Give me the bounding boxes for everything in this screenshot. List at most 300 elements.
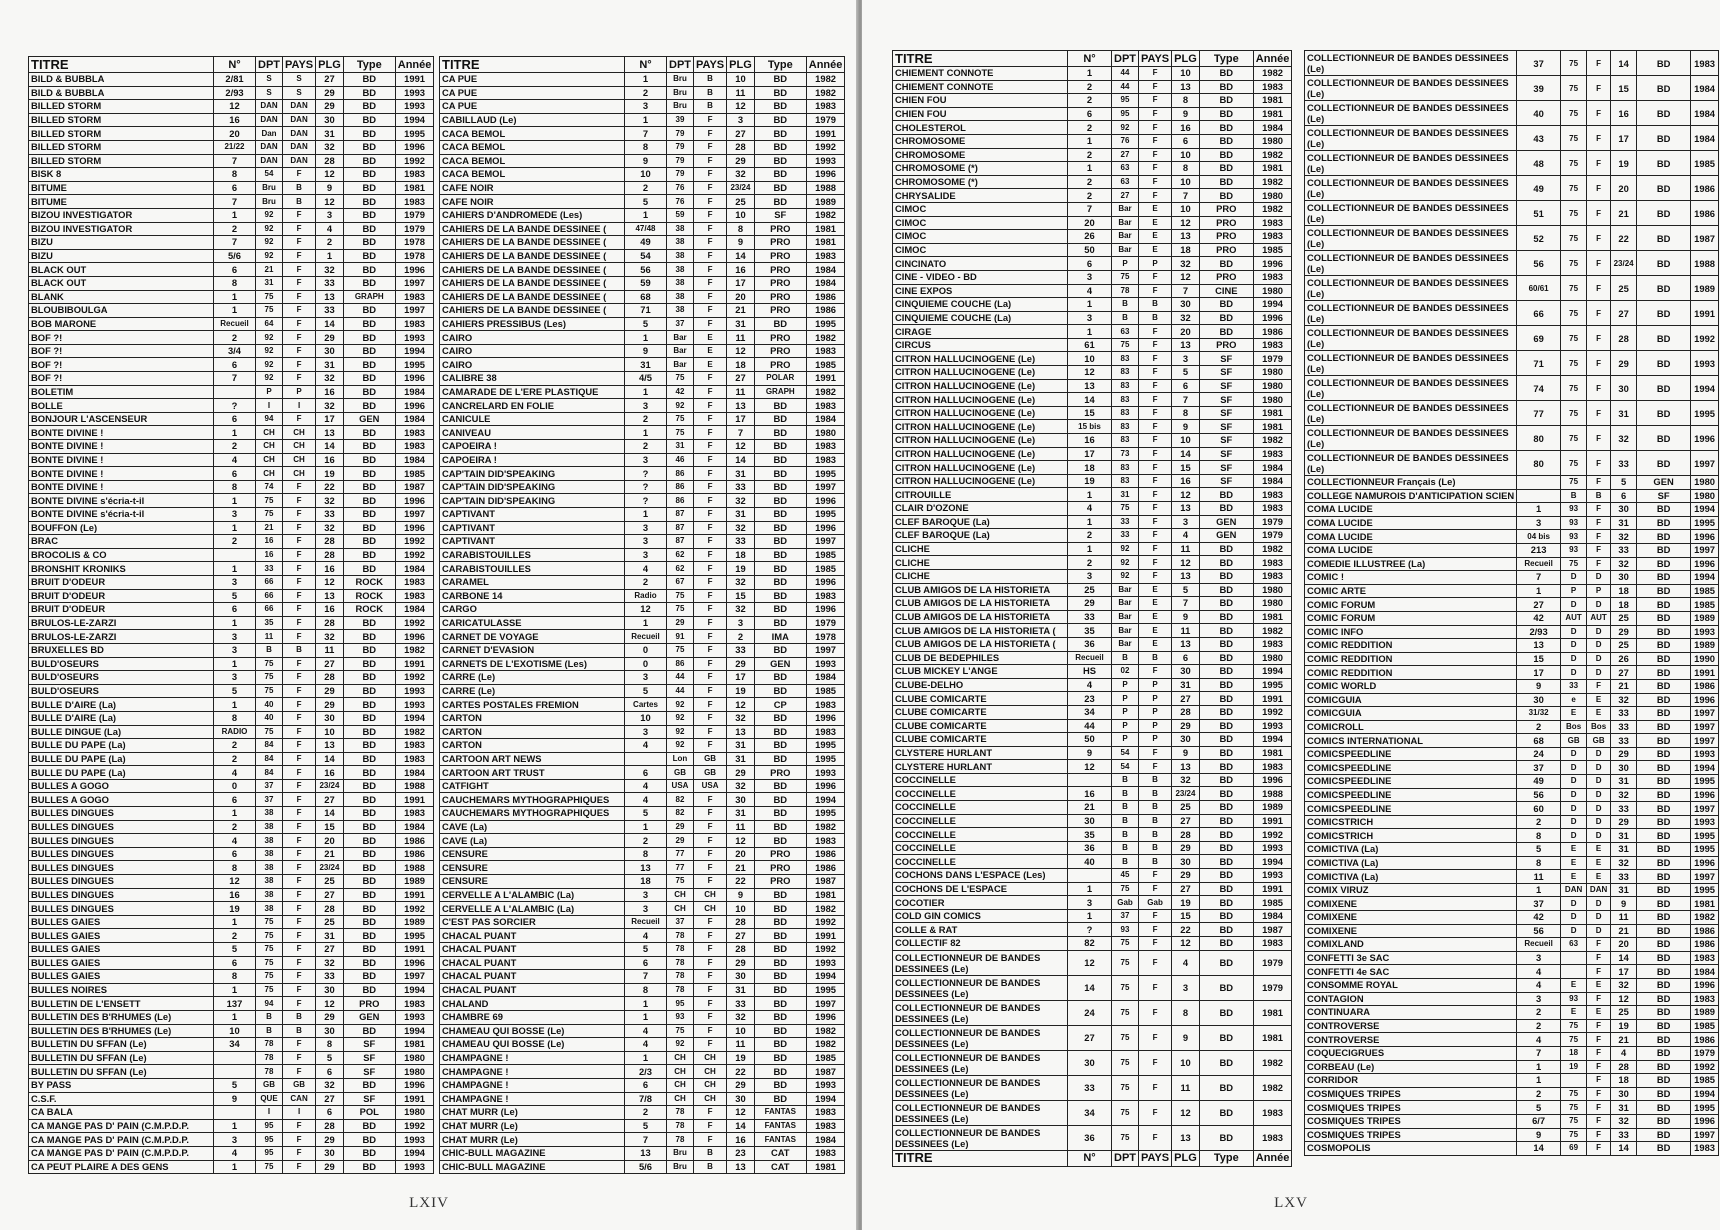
cell-type: BD — [1637, 965, 1691, 979]
cell-dept: 75 — [1112, 1025, 1139, 1050]
cell-type: BD — [754, 521, 806, 535]
cell-number: Recueil — [1517, 938, 1561, 952]
cell-dept: Bar — [1112, 583, 1139, 597]
cell-year: 1983 — [1691, 51, 1719, 76]
cell-dept: Bar — [667, 358, 694, 372]
cell-dept: D — [1561, 639, 1587, 653]
cell-type: BD — [343, 195, 395, 209]
cell-number: 2 — [214, 440, 256, 454]
cell-type: BD — [343, 834, 395, 848]
cell-country: E — [1139, 597, 1172, 611]
cell-title: CLUB AMIGOS DE LA HISTORIETA ( — [893, 624, 1068, 638]
cell-number: 13 — [1517, 639, 1561, 653]
cell-number: 42 — [1517, 911, 1561, 925]
cell-number: 37 — [1517, 761, 1561, 775]
cell-year: 1982 — [806, 902, 845, 916]
cell-year: 1995 — [1691, 775, 1719, 789]
cell-title: CENSURE — [440, 847, 625, 861]
cell-plg: 10 — [1172, 434, 1200, 448]
table-row — [440, 344, 845, 358]
cell-dept: 78 — [1112, 284, 1139, 298]
cell-country: B — [1139, 651, 1172, 665]
table-row — [29, 1160, 434, 1174]
cell-type: SF — [1199, 406, 1253, 420]
cell-number: 16 — [214, 888, 256, 902]
cell-dept: 83 — [1112, 366, 1139, 380]
table-row — [1305, 829, 1719, 843]
cell-country: F — [694, 127, 727, 141]
cell-title: COMICSTRICH — [1305, 829, 1517, 843]
cell-country: F — [694, 603, 727, 617]
cell-title: BLANK — [29, 290, 214, 304]
cell-type: BD — [343, 915, 395, 929]
cell-type: BD — [1637, 992, 1691, 1006]
cell-year: 1991 — [395, 73, 434, 87]
cell-year: 1996 — [1253, 773, 1292, 787]
cell-dept: 63 — [1112, 162, 1139, 176]
cell-dept: 75 — [667, 875, 694, 889]
cell-type: BD — [1637, 301, 1691, 326]
cell-type: BD — [754, 671, 806, 685]
cell-plg: 32 — [1172, 773, 1200, 787]
cell-dept: 75 — [1561, 1114, 1587, 1128]
cell-plg: 14 — [316, 440, 344, 454]
table-row — [29, 100, 434, 114]
cell-year: 1985 — [806, 1051, 845, 1065]
cell-title: C.S.F. — [29, 1092, 214, 1106]
cell-country: GB — [283, 1078, 316, 1092]
cell-country: F — [1139, 975, 1172, 1000]
cell-plg: 28 — [316, 535, 344, 549]
cell-number: 1 — [625, 208, 667, 222]
cell-type: BD — [343, 779, 395, 793]
cell-plg: 13 — [727, 725, 755, 739]
cell-country: F — [694, 643, 727, 657]
cell-title: CITRON HALLUCINOGENE (Le) — [893, 379, 1068, 393]
cell-year: 1980 — [1253, 597, 1292, 611]
table-row — [893, 148, 1292, 162]
cell-number: 2/93 — [1517, 625, 1561, 639]
cell-plg: 12 — [316, 168, 344, 182]
table-row — [893, 121, 1292, 135]
cell-plg: 30 — [1611, 1087, 1637, 1101]
table-row — [893, 1000, 1292, 1025]
cell-plg: 23/24 — [316, 861, 344, 875]
cell-dept: 75 — [256, 684, 283, 698]
cell-type: BD — [343, 467, 395, 481]
cell-dept: 75 — [256, 929, 283, 943]
cell-dept: 38 — [256, 847, 283, 861]
cell-country: F — [283, 766, 316, 780]
table-row — [29, 385, 434, 399]
cell-year: 1997 — [1691, 543, 1719, 557]
cell-year: 1997 — [1691, 451, 1719, 476]
cell-dept: 76 — [1112, 134, 1139, 148]
cell-title: CARABISTOUILLES — [440, 548, 625, 562]
cell-country: CH — [694, 888, 727, 902]
cell-title: COSMIQUES TRIPES — [1305, 1087, 1517, 1101]
cell-country: F — [283, 494, 316, 508]
cell-type: BD — [754, 902, 806, 916]
cell-type: BD — [754, 453, 806, 467]
cell-number: 49 — [1517, 176, 1561, 201]
cell-year: 1987 — [806, 875, 845, 889]
cell-country: AUT — [1587, 611, 1611, 625]
cell-plg: 28 — [316, 1119, 344, 1133]
cell-number: RADIO — [214, 725, 256, 739]
cell-number — [214, 548, 256, 562]
cell-country: F — [283, 589, 316, 603]
cell-number: 31 — [625, 358, 667, 372]
cell-dept — [1561, 1074, 1587, 1088]
cell-country: F — [283, 317, 316, 331]
cell-year: 1984 — [395, 820, 434, 834]
cell-number: 213 — [1517, 543, 1561, 557]
cell-country: F — [694, 195, 727, 209]
cell-dept: 93 — [667, 1010, 694, 1024]
cell-plg: 4 — [316, 222, 344, 236]
cell-year: 1984 — [806, 263, 845, 277]
table-row — [29, 1065, 434, 1079]
cell-plg: 12 — [1172, 1100, 1200, 1125]
table-row — [893, 923, 1292, 937]
cell-year: 1995 — [806, 807, 845, 821]
cell-country: F — [694, 181, 727, 195]
cell-dept: Bru — [667, 100, 694, 114]
cell-title: COLLECTIONNEUR DE BANDES DESSINEES (Le) — [1305, 276, 1517, 301]
table-row — [893, 189, 1292, 203]
cell-dept: P — [1561, 584, 1587, 598]
cell-country: F — [694, 290, 727, 304]
cell-number: 2 — [1517, 1019, 1561, 1033]
cell-plg: 27 — [1172, 882, 1200, 896]
cell-type: BD — [1637, 530, 1691, 544]
table-row — [440, 358, 845, 372]
cell-country: F — [283, 943, 316, 957]
cell-country: F — [1587, 126, 1611, 151]
cell-dept: Bar — [1112, 637, 1139, 651]
table-row — [29, 453, 434, 467]
column-header-country: PAYS — [1139, 1150, 1172, 1166]
cell-year: 1979 — [1253, 515, 1292, 529]
cell-year: 1983 — [1691, 992, 1719, 1006]
cell-title: COMICTIVA (La) — [1305, 843, 1517, 857]
cell-plg: 14 — [727, 1119, 755, 1133]
table-row — [1305, 897, 1719, 911]
cell-type: BD — [1199, 801, 1253, 815]
cell-dept: 93 — [1561, 530, 1587, 544]
cell-dept: D — [1561, 815, 1587, 829]
cell-type: BD — [1637, 978, 1691, 992]
cell-plg: 13 — [727, 399, 755, 413]
cell-title: BOUFFON (Le) — [29, 521, 214, 535]
cell-type: SF — [343, 1065, 395, 1079]
cell-dept: 86 — [667, 494, 694, 508]
cell-number: 5 — [625, 195, 667, 209]
cell-number: 1 — [625, 616, 667, 630]
cell-number: 3 — [1517, 951, 1561, 965]
cell-number: 4 — [625, 1024, 667, 1038]
cell-title: COSMIQUES TRIPES — [1305, 1101, 1517, 1115]
cell-country: F — [1139, 569, 1172, 583]
cell-type: BD — [1637, 226, 1691, 251]
cell-year: 1983 — [806, 1119, 845, 1133]
table-row — [893, 801, 1292, 815]
cell-country: F — [1139, 1000, 1172, 1025]
cell-year: 1983 — [395, 168, 434, 182]
cell-number: 6 — [1068, 107, 1112, 121]
cell-number — [1068, 773, 1112, 787]
cell-plg: 11 — [1172, 542, 1200, 556]
cell-number: 5 — [214, 943, 256, 957]
cell-number: 8 — [214, 861, 256, 875]
cell-type: BD — [1199, 869, 1253, 883]
cell-year: 1982 — [395, 643, 434, 657]
table-row — [1305, 489, 1719, 503]
table-row — [440, 779, 845, 793]
cell-type: BD — [1199, 637, 1253, 651]
cell-plg: 32 — [727, 168, 755, 182]
table-row — [440, 494, 845, 508]
table-row — [1305, 1060, 1719, 1074]
cell-dept: 38 — [667, 236, 694, 250]
cell-number: 5 — [625, 317, 667, 331]
table-row — [893, 366, 1292, 380]
cell-title: CITRON HALLUCINOGENE (Le) — [893, 461, 1068, 475]
cell-title: CARNETS DE L'EXOTISME (Les) — [440, 657, 625, 671]
cell-plg: 7 — [727, 426, 755, 440]
cell-plg: 14 — [727, 249, 755, 263]
cell-plg: 23 — [727, 1146, 755, 1160]
cell-dept: 75 — [256, 494, 283, 508]
cell-country: F — [1587, 76, 1611, 101]
cell-type: PRO — [1199, 230, 1253, 244]
cell-title: COLLECTIONNEUR DE BANDES DESSINEES (Le) — [1305, 376, 1517, 401]
cell-type: BD — [754, 508, 806, 522]
table-row — [1305, 625, 1719, 639]
table-row — [29, 779, 434, 793]
cell-dept: 66 — [256, 575, 283, 589]
cell-number: 3 — [625, 100, 667, 114]
listing-table-1 — [28, 56, 434, 1174]
table-row — [440, 113, 845, 127]
table-row — [893, 284, 1292, 298]
cell-title: CAVE (La) — [440, 834, 625, 848]
cell-title: CARBONE 14 — [440, 589, 625, 603]
table-row — [440, 1038, 845, 1052]
cell-country: D — [1587, 829, 1611, 843]
cell-title: CARTES POSTALES FREMION — [440, 698, 625, 712]
cell-country: F — [1139, 366, 1172, 380]
cell-type: BD — [1637, 1142, 1691, 1156]
cell-type: BD — [1637, 251, 1691, 276]
cell-plg: 10 — [1172, 202, 1200, 216]
cell-number: 71 — [625, 304, 667, 318]
table-row — [1305, 652, 1719, 666]
table-row — [440, 793, 845, 807]
table-row — [1305, 301, 1719, 326]
cell-country: F — [283, 861, 316, 875]
cell-dept: 37 — [256, 793, 283, 807]
cell-country: F — [1587, 992, 1611, 1006]
cell-country: F — [694, 956, 727, 970]
table-row — [29, 1024, 434, 1038]
cell-country: F — [283, 875, 316, 889]
cell-dept: 38 — [256, 902, 283, 916]
table-row — [440, 100, 845, 114]
cell-plg: 11 — [1172, 624, 1200, 638]
table-row — [893, 406, 1292, 420]
cell-dept: 95 — [256, 1119, 283, 1133]
cell-dept: Bos — [1561, 720, 1587, 734]
cell-number: 4 — [625, 739, 667, 753]
cell-number: 82 — [1068, 937, 1112, 951]
cell-plg: 22 — [727, 1065, 755, 1079]
cell-type: BD — [343, 875, 395, 889]
cell-title: BULLES GAIES — [29, 943, 214, 957]
cell-country: F — [694, 385, 727, 399]
cell-type: BD — [1199, 896, 1253, 910]
cell-number: 2 — [625, 86, 667, 100]
table-row — [440, 385, 845, 399]
table-row — [29, 290, 434, 304]
cell-number: 3 — [625, 902, 667, 916]
cell-title: COLLECTIONNEUR DE BANDES DESSINEES (Le) — [1305, 351, 1517, 376]
cell-country: F — [283, 997, 316, 1011]
cell-year: 1997 — [806, 480, 845, 494]
cell-year: 1995 — [806, 739, 845, 753]
cell-title: CARTOON ART NEWS — [440, 752, 625, 766]
table-row — [1305, 503, 1719, 517]
cell-title: COMICGUIA — [1305, 693, 1517, 707]
cell-country: CH — [283, 453, 316, 467]
cell-title: CA PUE — [440, 86, 625, 100]
cell-year: 1996 — [806, 494, 845, 508]
cell-country: F — [1139, 284, 1172, 298]
cell-dept: D — [1561, 761, 1587, 775]
cell-title: BULLES DINGUES — [29, 875, 214, 889]
cell-plg: 5 — [1172, 583, 1200, 597]
cell-title: BILLED STORM — [29, 154, 214, 168]
cell-type: BD — [1199, 665, 1253, 679]
table-row — [1305, 251, 1719, 276]
cell-plg: 20 — [1611, 938, 1637, 952]
cell-number: 1 — [214, 521, 256, 535]
cell-number: 1 — [214, 1119, 256, 1133]
table-row — [440, 140, 845, 154]
cell-type: BD — [1199, 950, 1253, 975]
cell-dept: 66 — [256, 589, 283, 603]
cell-plg: 13 — [316, 589, 344, 603]
cell-number: 5 — [214, 1078, 256, 1092]
cell-dept: 75 — [1561, 201, 1587, 226]
cell-title: CLUBE-DELHO — [893, 678, 1068, 692]
table-row — [29, 630, 434, 644]
cell-dept: 45 — [1112, 869, 1139, 883]
cell-country: F — [283, 902, 316, 916]
cell-number: 37 — [1517, 897, 1561, 911]
cell-country: F — [694, 671, 727, 685]
cell-number: 8 — [214, 711, 256, 725]
cell-country: F — [694, 304, 727, 318]
table-row — [893, 869, 1292, 883]
cell-number — [214, 385, 256, 399]
cell-type: BD — [1637, 584, 1691, 598]
cell-dept: 44 — [667, 671, 694, 685]
table-row — [440, 875, 845, 889]
column-header-title: TITRE — [29, 57, 214, 73]
cell-type: BD — [343, 399, 395, 413]
cell-plg: 3 — [316, 208, 344, 222]
cell-dept: 78 — [256, 1065, 283, 1079]
table-row — [440, 154, 845, 168]
cell-dept: S — [256, 86, 283, 100]
cell-title: CLUBE COMICARTE — [893, 705, 1068, 719]
cell-number: 6 — [214, 603, 256, 617]
cell-number: 9 — [1068, 746, 1112, 760]
cell-year: 1981 — [806, 1160, 845, 1174]
cell-year: 1991 — [806, 127, 845, 141]
cell-type: BD — [343, 657, 395, 671]
cell-plg: 30 — [1611, 571, 1637, 585]
cell-plg: 21 — [1611, 1033, 1637, 1047]
cell-type: BD — [343, 100, 395, 114]
cell-number: 24 — [1068, 1000, 1112, 1025]
cell-country: F — [1587, 1060, 1611, 1074]
cell-type: BD — [343, 276, 395, 290]
cell-plg: 32 — [727, 494, 755, 508]
cell-year: 1996 — [1253, 257, 1292, 271]
cell-country: F — [283, 956, 316, 970]
cell-title: COSMIQUES TRIPES — [1305, 1114, 1517, 1128]
cell-year: 1991 — [1691, 301, 1719, 326]
cell-type: SF — [1199, 379, 1253, 393]
cell-plg: 23/24 — [1172, 787, 1200, 801]
cell-plg: 21 — [727, 861, 755, 875]
cell-country: F — [283, 603, 316, 617]
cell-title: CARABISTOUILLES — [440, 562, 625, 576]
cell-title: COMIXENE — [1305, 924, 1517, 938]
cell-plg: 29 — [316, 1133, 344, 1147]
cell-title: CLUB DE BEDEPHILES — [893, 651, 1068, 665]
cell-plg: 19 — [1611, 151, 1637, 176]
cell-plg: 30 — [1611, 376, 1637, 401]
table-row — [1305, 611, 1719, 625]
cell-number: 10 — [625, 168, 667, 182]
table-row — [440, 915, 845, 929]
table-row — [440, 440, 845, 454]
cell-type: FANTAS — [754, 1133, 806, 1147]
cell-year: 1983 — [1253, 270, 1292, 284]
cell-dept: S — [256, 73, 283, 87]
cell-plg: 29 — [316, 1160, 344, 1174]
cell-type: BD — [1199, 882, 1253, 896]
cell-country: F — [694, 154, 727, 168]
cell-type: POL — [343, 1106, 395, 1120]
cell-title: COCCINELLE — [893, 801, 1068, 815]
cell-year: 1983 — [806, 344, 845, 358]
cell-title: CIRCUS — [893, 338, 1068, 352]
cell-country: F — [694, 372, 727, 386]
cell-country: E — [1587, 1006, 1611, 1020]
cell-type: BD — [1199, 175, 1253, 189]
table-row — [893, 515, 1292, 529]
cell-number: 4 — [1517, 1033, 1561, 1047]
cell-plg: 20 — [727, 847, 755, 861]
table-row — [440, 236, 845, 250]
table-row — [440, 1160, 845, 1174]
cell-plg: 16 — [1172, 474, 1200, 488]
